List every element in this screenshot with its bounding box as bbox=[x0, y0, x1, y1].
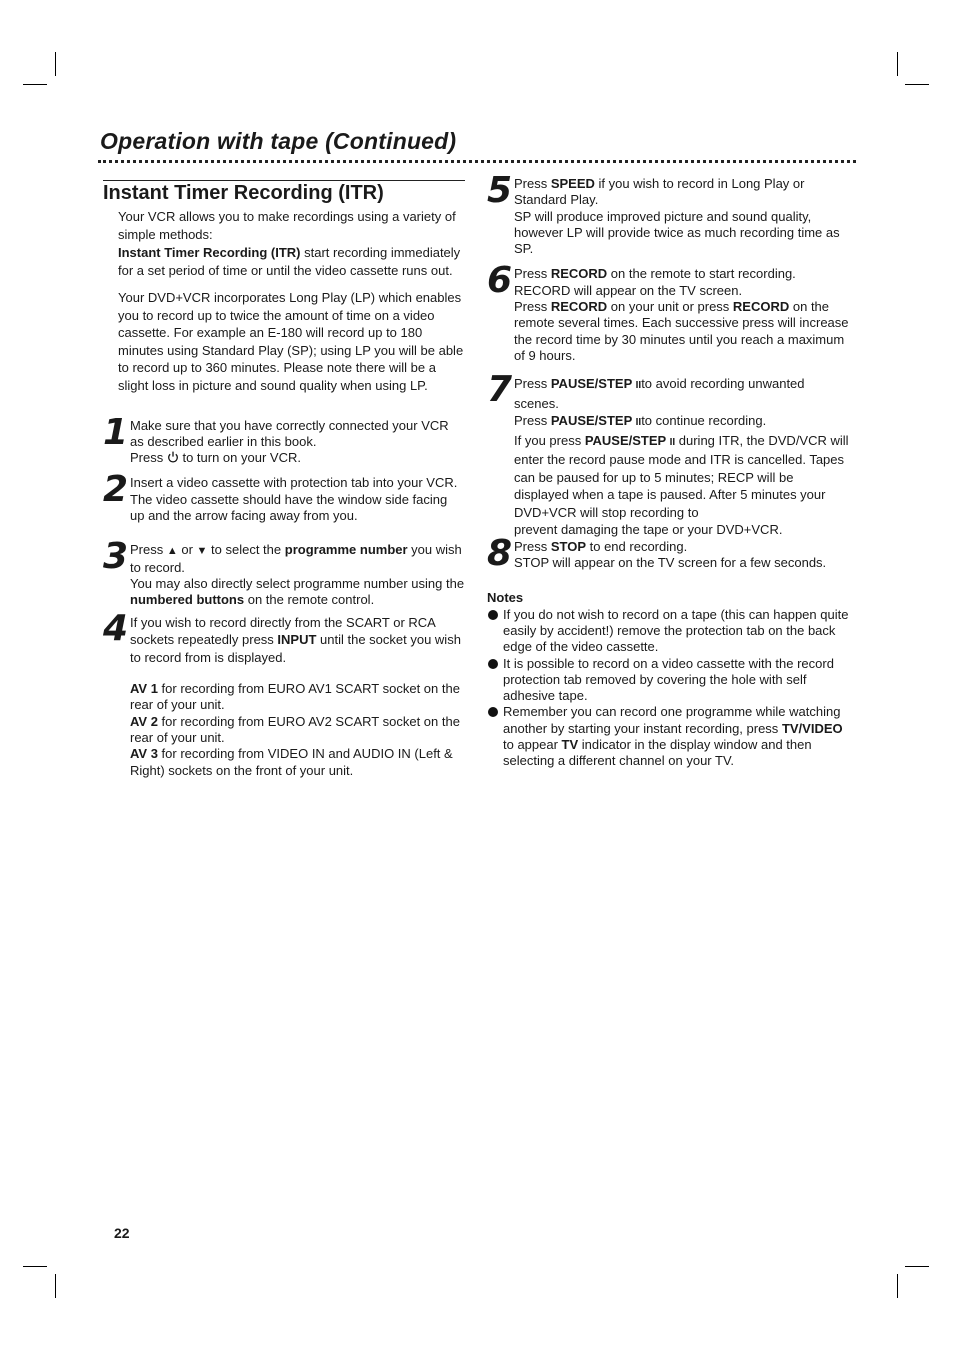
crop-mark bbox=[897, 52, 898, 76]
step-3: 3 Press ▲ or ▼ to select the programme number you wish to record. You may also directly select programme number using the numbered buttons on the remote control. bbox=[103, 536, 465, 608]
title-dotted-rule bbox=[98, 160, 856, 163]
left-column bbox=[103, 180, 465, 779]
step-number: 6 bbox=[487, 260, 511, 302]
intro-paragraph: Your VCR allows you to make recordings using a variety of simple methods: bbox=[118, 209, 456, 242]
step-5: 5 Press SPEED if you wish to record in Long Play or Standard Play. SP will produce improved picture and sound quality, however LP will provide twice as much recording time as SP. bbox=[487, 170, 840, 257]
step-6: 6 Press RECORD on the remote to start recording. RECORD will appear on the TV screen. Press RECORD on your unit or press RECORD on the remote several times. Each successive press will increase the record time by 30 minutes until you reach a maximum of 9 hours. bbox=[487, 260, 849, 363]
notes-title: Notes bbox=[487, 590, 524, 606]
step-2: 2 Insert a video cassette with protection tab into your VCR. The video cassette should have the window side facing up and the arrow facing away from you. bbox=[103, 469, 458, 524]
step-7: 7 Press PAUSE/STEP IIto avoid recording unwanted scenes. Press PAUSE/STEP IIto continue recording. If you press PAUSE/STEP II during ITR, the DVD/VCR will enter the record pause mode and ITR is cancelled. Tapes can be paused for up to 5 minutes; RECP will be displayed when a tape is paused. After 5 minutes your DVD+VCR will stop recording to prevent damaging the tape or your DVD+VCR. bbox=[487, 369, 849, 538]
intro bbox=[103, 208, 465, 395]
crop-mark bbox=[23, 84, 47, 85]
note-item: It is possible to record on a video cassette with the record protection tab removed by covering the hole with self adhesive tape. bbox=[487, 656, 849, 705]
crop-mark bbox=[55, 52, 56, 76]
bullet-icon bbox=[488, 707, 498, 717]
page-title: Operation with tape (Continued) bbox=[100, 128, 457, 154]
crop-mark bbox=[905, 1266, 929, 1267]
step-4: 4 If you wish to record directly from the SCART or RCA sockets repeatedly press INPUT until the socket you wish to record from is displayed. AV 1 for recording from EURO AV1 SCART socket on the rear of your unit. AV 2 for recording from EURO AV2 SCART socket on the rear of your unit. AV 3 for recording from VIDEO IN and AUDIO IN (Left & Right) sockets on the front of your unit. bbox=[103, 607, 461, 778]
step-1: 1 Make sure that you have correctly connected your VCR as described earlier in this book. Press to turn on your VCR. bbox=[103, 411, 449, 466]
up-arrow-icon: ▲ bbox=[166, 545, 178, 558]
intro-paragraph: Instant Timer Recording (ITR) start recording immediately for a set period of time or until the video cassette runs out. bbox=[118, 245, 461, 278]
step-8: 8 Press STOP to end recording. STOP will appear on the TV screen for a few seconds. bbox=[487, 532, 827, 574]
step-number: 2 bbox=[103, 469, 127, 511]
intro-paragraph: Your DVD+VCR incorporates Long Play (LP) which enables you to record up to twice the amount of time on a video cassette. For example an E-180 will record up to 180 minutes using Standard Play (SP); using LP you will be able to record up to 360 minutes. Please note there will be a slight loss in picture and sound quality when using LP. bbox=[118, 290, 464, 393]
step-number: 7 bbox=[487, 369, 511, 411]
pause-icon: II bbox=[669, 436, 676, 448]
step-number: 3 bbox=[103, 536, 127, 578]
down-arrow-icon: ▼ bbox=[196, 545, 208, 558]
crop-mark bbox=[23, 1266, 47, 1267]
pause-icon: II bbox=[635, 380, 642, 392]
step-number: 1 bbox=[103, 411, 127, 453]
step-number: 5 bbox=[487, 170, 511, 211]
step-number: 8 bbox=[487, 532, 511, 574]
step-number: 4 bbox=[103, 607, 127, 649]
note-item: If you do not wish to record on a tape (this can happen quite easily by accident!) remove the protection tab on the back edge of the video cassette. bbox=[487, 607, 849, 656]
note-item: Remember you can record one programme while watching another by starting your instant recording, press TV/VIDEO to appear TV indicator in the display window and then selecting a different channel on your TV. bbox=[487, 704, 849, 769]
power-icon bbox=[167, 451, 179, 463]
crop-mark bbox=[897, 1274, 898, 1298]
crop-mark bbox=[905, 84, 929, 85]
page-number: 22 bbox=[114, 1225, 130, 1241]
bullet-icon bbox=[488, 659, 498, 669]
pause-icon: II bbox=[635, 417, 642, 429]
notes bbox=[487, 590, 849, 769]
crop-mark bbox=[55, 1274, 56, 1298]
bullet-icon bbox=[488, 610, 498, 620]
right-column bbox=[487, 170, 849, 770]
section-title: Instant Timer Recording (ITR) bbox=[103, 180, 465, 205]
